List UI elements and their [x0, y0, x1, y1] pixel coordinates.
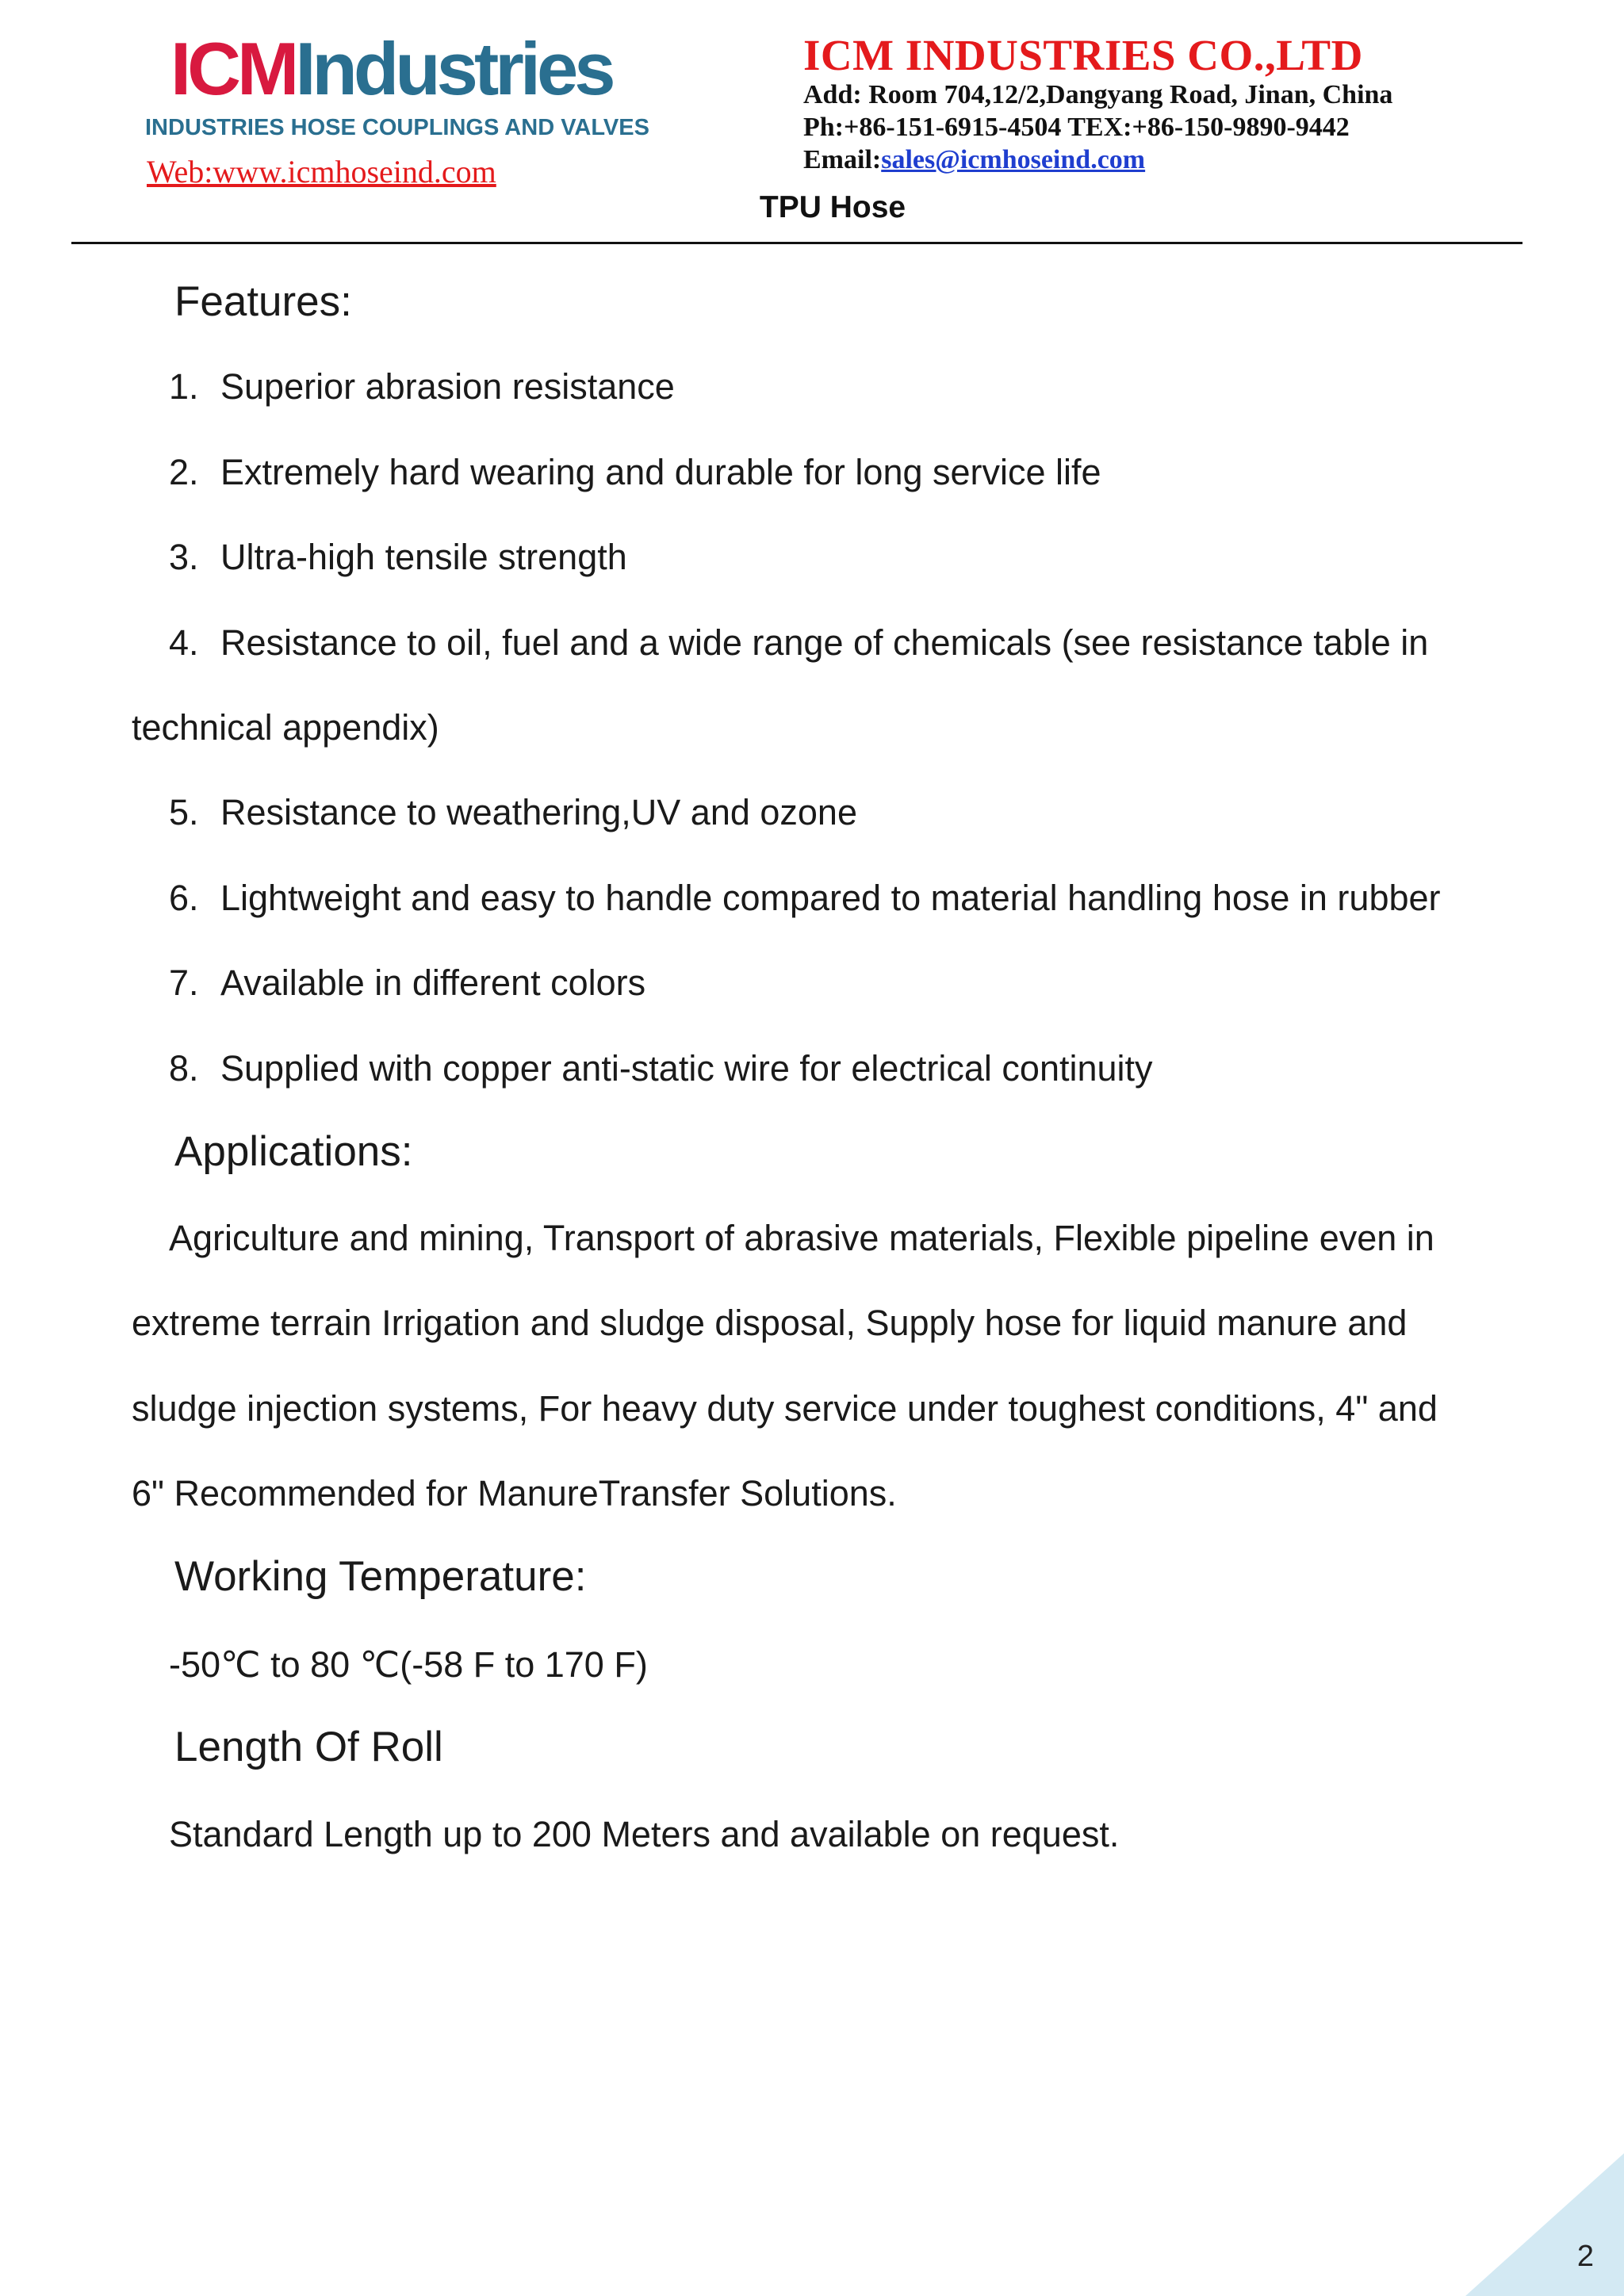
working-temperature-value: -50℃ to 80 ℃(-58 F to 170 F)	[169, 1644, 648, 1685]
feature-number: 8.	[169, 1048, 199, 1089]
feature-text: Supplied with copper anti-static wire for electrical continuity	[220, 1048, 1153, 1089]
company-phone: Ph:+86-151-6915-4504 TEX:+86-150-9890-9442	[803, 113, 1350, 142]
applications-line: 6" Recommended for ManureTransfer Solutions.	[132, 1473, 897, 1513]
feature-number: 7.	[169, 962, 199, 1003]
feature-number: 6.	[169, 878, 199, 918]
feature-text: Ultra-high tensile strength	[220, 537, 627, 577]
working-temperature-heading: Working Temperature:	[174, 1553, 587, 1600]
applications-line: sludge injection systems, For heavy duty service under toughest conditions, 4" and	[132, 1388, 1438, 1429]
website-link[interactable]: Web:www.icmhoseind.com	[147, 154, 496, 189]
email-link[interactable]: sales@icmhoseind.com	[881, 145, 1146, 174]
document-title: TPU Hose	[759, 190, 906, 224]
feature-text: Lightweight and easy to handle compared to material handling hose in rubber	[220, 878, 1441, 918]
feature-number: 3.	[169, 537, 199, 577]
feature-text: Resistance to weathering,UV and ozone	[220, 792, 857, 832]
logo-icm: ICM	[170, 27, 296, 110]
company-logo	[170, 27, 612, 110]
length-of-roll-value: Standard Length up to 200 Meters and available on request.	[169, 1814, 1120, 1854]
feature-number: 4.	[169, 622, 199, 663]
page-number: 2	[1576, 2240, 1594, 2273]
feature-number: 2.	[169, 452, 199, 492]
logo-tagline: INDUSTRIES HOSE COUPLINGS AND VALVES	[145, 115, 649, 140]
applications-line: Agriculture and mining, Transport of abrasive materials, Flexible pipeline even in	[169, 1218, 1434, 1258]
features-heading: Features:	[174, 278, 352, 325]
applications-line: extreme terrain Irrigation and sludge disposal, Supply hose for liquid manure and	[132, 1303, 1408, 1343]
feature-text: Available in different colors	[220, 962, 646, 1003]
header-divider	[71, 242, 1522, 244]
company-address: Add: Room 704,12/2,Dangyang Road, Jinan, China	[803, 80, 1393, 109]
page-corner-decoration	[1465, 2153, 1624, 2296]
feature-text: Resistance to oil, fuel and a wide range of chemicals (see resistance table in	[220, 622, 1429, 663]
length-of-roll-heading: Length Of Roll	[174, 1724, 443, 1770]
logo-industries: Industries	[295, 27, 612, 110]
feature-text-continued: technical appendix)	[132, 707, 439, 748]
feature-text: Extremely hard wearing and durable for long service life	[220, 452, 1101, 492]
company-name: ICM INDUSTRIES CO.,LTD	[803, 31, 1363, 79]
feature-number: 5.	[169, 792, 199, 832]
feature-text: Superior abrasion resistance	[220, 366, 675, 407]
email-label: Email:	[803, 145, 882, 174]
company-email	[803, 145, 1145, 175]
feature-number: 1.	[169, 366, 199, 407]
applications-heading: Applications:	[174, 1128, 413, 1175]
